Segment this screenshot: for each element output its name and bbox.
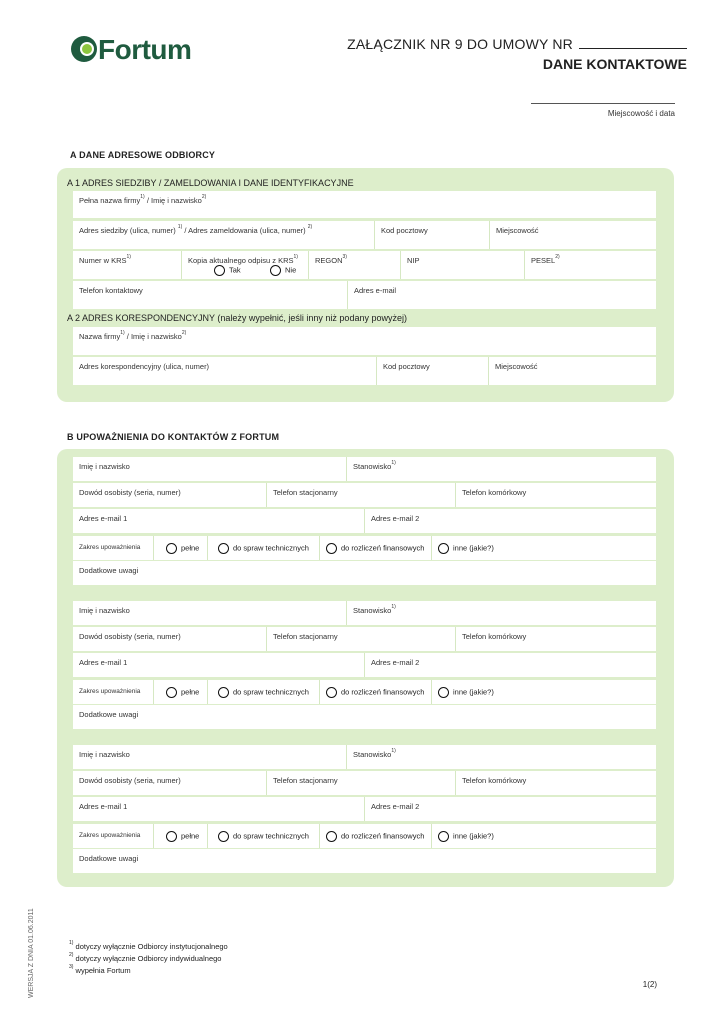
auth-scope-full (153, 824, 208, 848)
a2-title: A 2 ADRES KORESPONDENCYJNY (należy wypełnić, jeśli inny niż podany powyżej) (67, 313, 407, 323)
auth-email2-label: Adres e-mail 2 (371, 802, 420, 811)
auth-notes-row (73, 849, 656, 873)
radio-icon[interactable] (218, 543, 229, 554)
full-name-label: Pełna nazwa firmy$^{1)}$ / Imię i nazwisko$^{2)}$ (79, 194, 207, 205)
auth-id-label: Dowód osobisty (seria, numer) (79, 776, 181, 785)
auth-mobile-field[interactable] (455, 627, 657, 651)
krs-copy-yes[interactable]: Tak (214, 265, 241, 276)
auth-scope-tech (207, 536, 320, 560)
registry-row (73, 251, 656, 279)
auth-scope-tech (207, 824, 320, 848)
corr-city-label: Miejscowość (495, 362, 538, 371)
radio-icon[interactable] (166, 831, 177, 842)
radio-icon[interactable] (166, 543, 177, 554)
radio-icon[interactable] (438, 831, 449, 842)
auth-name-field[interactable] (73, 601, 346, 625)
radio-icon[interactable] (218, 831, 229, 842)
auth-name-field[interactable] (73, 745, 346, 769)
version-text: WERSJA Z DNIA 01.06.2011 (28, 908, 35, 998)
footnote-1: $^{1)}$ dotyczy wyłącznie Odbiorcy instytucjonalnego (69, 940, 228, 951)
full-name-row (73, 191, 656, 218)
auth-mobile-label: Telefon komórkowy (462, 776, 527, 785)
regon-field[interactable] (308, 251, 401, 279)
scope-full-option[interactable]: pełne (166, 543, 199, 554)
radio-icon[interactable] (438, 687, 449, 698)
postal-code-field[interactable] (374, 221, 490, 249)
city-label: Miejscowość (496, 226, 539, 235)
auth-email1-field[interactable] (73, 509, 364, 533)
scope-fin-option[interactable]: do rozliczeń finansowych (326, 831, 424, 842)
radio-icon[interactable] (270, 265, 281, 276)
logo-text: Fortum (98, 34, 192, 65)
auth-mobile-label: Telefon komórkowy (462, 488, 527, 497)
auth-landline-field[interactable] (266, 483, 456, 507)
scope-full-option[interactable]: pełne (166, 831, 199, 842)
krs-field[interactable] (73, 251, 181, 279)
auth-scope-full (153, 680, 208, 704)
auth-scope-cell (73, 680, 153, 704)
corr-postal-field[interactable] (376, 357, 489, 385)
krs-label: Numer w KRS$^{1)}$ (79, 254, 131, 265)
auth-name-label: Imię i nazwisko (79, 606, 130, 615)
auth-id-field[interactable] (73, 627, 266, 651)
corr-address-field[interactable] (73, 357, 376, 385)
auth-position-field[interactable] (346, 745, 657, 769)
footnote-3: $^{3)}$ wypełnia Fortum (69, 964, 131, 975)
auth-scope-fin (319, 824, 432, 848)
address-field[interactable] (73, 221, 374, 249)
auth-scope-fin (319, 536, 432, 560)
auth-email-row (73, 653, 656, 677)
annex-title-text: ZAŁĄCZNIK NR 9 DO UMOWY NR (347, 36, 573, 52)
krs-copy-field (181, 251, 309, 279)
auth-scope-row (73, 680, 656, 704)
auth-notes-field[interactable] (73, 849, 656, 873)
auth-notes-row (73, 561, 656, 585)
auth-name-row (73, 457, 656, 481)
auth-notes-row (73, 705, 656, 729)
auth-email1-label: Adres e-mail 1 (79, 658, 128, 667)
auth-email1-label: Adres e-mail 1 (79, 514, 128, 523)
place-date-label: Miejscowość i data (607, 109, 675, 118)
auth-email2-field[interactable] (364, 509, 657, 533)
auth-name-row (73, 745, 656, 769)
auth-email2-field[interactable] (364, 653, 657, 677)
auth-notes-field[interactable] (73, 561, 656, 585)
scope-fin-option[interactable]: do rozliczeń finansowych (326, 687, 424, 698)
auth-name-row (73, 601, 656, 625)
nip-label: NIP (407, 256, 420, 265)
corr-address-label: Adres korespondencyjny (ulica, numer) (79, 362, 210, 371)
auth-notes-label: Dodatkowe uwagi (79, 710, 139, 719)
radio-icon[interactable] (326, 687, 337, 698)
section-b-title: B UPOWAŻNIENIA DO KONTAKTÓW Z FORTUM (67, 432, 280, 442)
email-label: Adres e-mail (354, 286, 397, 295)
scope-other-option[interactable]: inne (jakie?) (438, 543, 494, 554)
fortum-logo (70, 32, 210, 68)
scope-tech-option[interactable]: do spraw technicznych (218, 543, 309, 554)
auth-landline-label: Telefon stacjonarny (273, 632, 338, 641)
phone-label: Telefon kontaktowy (79, 286, 143, 295)
auth-scope-label: Zakres upoważnienia (79, 544, 141, 551)
phone-field[interactable] (73, 281, 347, 309)
contact-row (73, 281, 656, 309)
radio-icon[interactable] (326, 831, 337, 842)
auth-position-label: Stanowisko$^{1)}$ (353, 604, 396, 615)
auth-id-field[interactable] (73, 483, 266, 507)
pesel-label: PESEL$^{2)}$ (531, 254, 560, 265)
corr-postal-label: Kod pocztowy (383, 362, 430, 371)
auth-scope-other[interactable] (431, 536, 657, 560)
scope-fin-option[interactable]: do rozliczeń finansowych (326, 543, 424, 554)
email-field[interactable] (347, 281, 657, 309)
auth-email1-field[interactable] (73, 797, 364, 821)
auth-contact-row (73, 771, 656, 795)
auth-notes-label: Dodatkowe uwagi (79, 854, 139, 863)
place-date-line[interactable] (531, 103, 675, 104)
auth-scope-row (73, 536, 656, 560)
auth-landline-field[interactable] (266, 771, 456, 795)
corr-address-row (73, 357, 656, 385)
auth-email1-label: Adres e-mail 1 (79, 802, 128, 811)
doc-title: DANE KONTAKTOWE (542, 56, 687, 72)
auth-name-label: Imię i nazwisko (79, 750, 130, 759)
corr-name-field[interactable] (73, 327, 656, 355)
auth-scope-tech (207, 680, 320, 704)
auth-name-label: Imię i nazwisko (79, 462, 130, 471)
scope-tech-option[interactable]: do spraw technicznych (218, 831, 309, 842)
auth-position-label: Stanowisko$^{1)}$ (353, 460, 396, 471)
krs-copy-label: Kopia aktualnego odpisu z KRS$^{1)}$ (188, 254, 298, 265)
auth-email2-field[interactable] (364, 797, 657, 821)
auth-id-field[interactable] (73, 771, 266, 795)
page-number: 1(2) (642, 980, 657, 989)
auth-scope-label: Zakres upoważnienia (79, 688, 141, 695)
auth-scope-other[interactable] (431, 680, 657, 704)
scope-other-option[interactable]: inne (jakie?) (438, 687, 494, 698)
scope-other-option[interactable]: inne (jakie?) (438, 831, 494, 842)
auth-landline-field[interactable] (266, 627, 456, 651)
auth-email2-label: Adres e-mail 2 (371, 514, 420, 523)
radio-icon[interactable] (438, 543, 449, 554)
scope-full-option[interactable]: pełne (166, 687, 199, 698)
regon-label: REGON$^{3)}$ (315, 254, 347, 265)
fortum-logo-icon (70, 32, 98, 66)
address-row (73, 221, 656, 249)
auth-email1-field[interactable] (73, 653, 364, 677)
auth-scope-label: Zakres upoważnienia (79, 832, 141, 839)
auth-scope-cell (73, 824, 153, 848)
a1-title: A 1 ADRES SIEDZIBY / ZAMELDOWANIA I DANE IDENTYFIKACYJNE (67, 178, 354, 188)
scope-tech-option[interactable]: do spraw technicznych (218, 687, 309, 698)
postal-code-label: Kod pocztowy (381, 226, 428, 235)
full-name-field[interactable] (73, 191, 656, 218)
radio-icon[interactable] (214, 265, 225, 276)
radio-icon[interactable] (166, 687, 177, 698)
auth-scope-row (73, 824, 656, 848)
city-field[interactable] (489, 221, 657, 249)
nip-field[interactable] (400, 251, 525, 279)
auth-mobile-label: Telefon komórkowy (462, 632, 527, 641)
auth-email-row (73, 797, 656, 821)
pesel-field[interactable] (524, 251, 657, 279)
auth-name-field[interactable] (73, 457, 346, 481)
corr-name-row (73, 327, 656, 355)
auth-notes-field[interactable] (73, 705, 656, 729)
auth-scope-full (153, 536, 208, 560)
auth-mobile-field[interactable] (455, 771, 657, 795)
footnote-2: $^{2)}$ dotyczy wyłącznie Odbiorcy indywidualnego (69, 952, 222, 963)
auth-email-row (73, 509, 656, 533)
auth-contact-row (73, 483, 656, 507)
contract-number-line[interactable] (579, 38, 687, 49)
radio-icon[interactable] (326, 543, 337, 554)
corr-city-field[interactable] (488, 357, 657, 385)
auth-position-label: Stanowisko$^{1)}$ (353, 748, 396, 759)
annex-title (347, 36, 687, 52)
address-label: Adres siedziby (ulica, numer) $^{1)}$ / Adres zameldowania (ulica, numer) $^{2)}$ (79, 224, 313, 235)
auth-notes-label: Dodatkowe uwagi (79, 566, 139, 575)
auth-contact-row (73, 627, 656, 651)
auth-scope-fin (319, 680, 432, 704)
auth-id-label: Dowód osobisty (seria, numer) (79, 632, 181, 641)
auth-id-label: Dowód osobisty (seria, numer) (79, 488, 181, 497)
krs-copy-no[interactable]: Nie (270, 265, 296, 276)
auth-scope-cell (73, 536, 153, 560)
auth-scope-other[interactable] (431, 824, 657, 848)
auth-position-field[interactable] (346, 601, 657, 625)
auth-email2-label: Adres e-mail 2 (371, 658, 420, 667)
section-a-title: A DANE ADRESOWE ODBIORCY (70, 150, 216, 160)
auth-position-field[interactable] (346, 457, 657, 481)
auth-landline-label: Telefon stacjonarny (273, 488, 338, 497)
radio-icon[interactable] (218, 687, 229, 698)
auth-mobile-field[interactable] (455, 483, 657, 507)
auth-landline-label: Telefon stacjonarny (273, 776, 338, 785)
corr-name-label: Nazwa firmy$^{1)}$ / Imię i nazwisko$^{2)}$ (79, 330, 187, 341)
